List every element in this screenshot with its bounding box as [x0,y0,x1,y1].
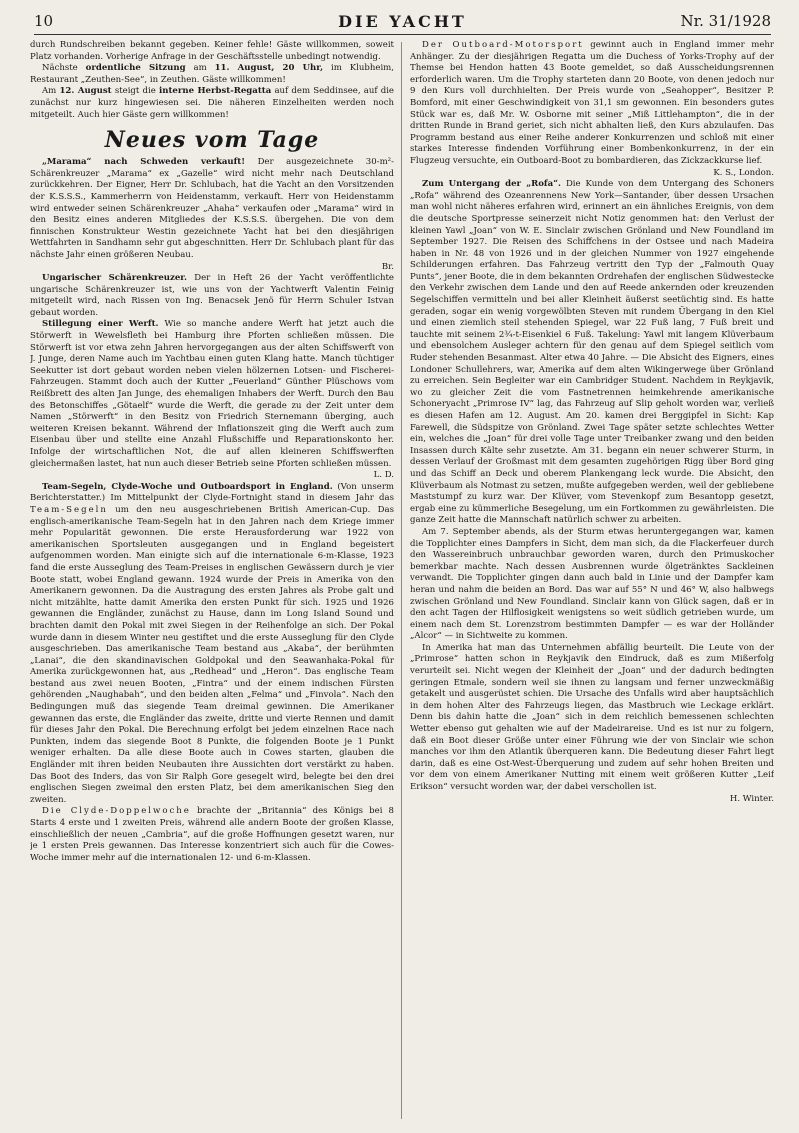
article-clyde [30,806,394,864]
club-announcement: durch Rundschreiben bekannt gegeben. Keiner fehle! Gäste willkommen, soweit Platz vorhanden. Vorherige Anfrage in der Geschäftsstelle unbedingt notwendig. [30,40,394,62]
article-heading: Team-Segeln, Clyde-Woche und Outboardsport in England. [42,481,333,492]
spaced-term: Der Outboard-Motorsport [422,40,584,50]
right-column [410,40,774,1127]
article-heading: Stillegung einer Werft. [42,319,159,330]
meeting-post: im Klubheim, Restaurant „Zeuthen-See“, in Zeuthen. Gäste willkommen! [30,63,394,85]
article-body: gewinnt auch in England immer mehr Anhänger. Zu der diesjährigen Regatta um die Duchess of Yorks-Trophy auf der Themse bei Hendon hatten 43 Boote gemeldet, so daß Ausscheidungsrennen erforderlich waren. Um die Trophy starteten dann 20 Boote, von denen jedoch nur 9 den Kurs voll durchhielten. Der Preis wurde von „Seahopper“, Besitzer P. Bomford, mit einer Geschwindigkeit von 31,1 sm gewonnen. Ein besonders gutes Stück war es, daß Mr. W. Osborne mit seiner „Miß Littlehampton“, die in der dritten Runde in Brand geriet, sich nicht abhalten ließ, den Kurs abzulaufen. Das Programm bestand aus einer Reihe anderer Konkurrenzen und schloß mit einer starkes Interesse findenden Vorführung einer Bombenkonkurrenz, in der ein Flugzeug versuchte, ein Outboard-Boot zu bombardieren, das Zickzackkurse lief. [410,40,774,166]
article-body: Die Kunde von dem Untergang des Schoners „Rofa“ während des Ozeanrennens New York—Santander, über dessen Ursachen man wohl nicht näheres erfahren wird, erinnert an ein ähnliches Ereignis, von dem die deutsche Sportpresse seinerzeit nicht Notiz genommen hat: den Verlust der kleinen Yawl „Joan“ von W. E. Sinclair zwischen Grönland und New Foundland im September 1927. Die Reisen des Schiffchens in der Ostsee und nach Madeira haben in Nr. 48 von 1926 und in der gleichen Nummer von 1927 eingehende Schilderungen erfahren. Das Fahrzeug vertritt den Typ der „Falmouth Quay Punts“, jener Boote, die in dem bekannten Ordrehafen der englischen Südwestecke den Verkehr zwischen dem Lande und den auf Reede ankernden oder kreuzenden Segelschiffen vermitteln und bei aller Kleinheit äußerst seetüchtig sind. Es hatte geraden, sogar ein wenig vorgewölbten Steven mit rundem Übergang in den Kiel und einen ziemlich steil stehenden Spiegel, war 22 Fuß lang, 7 Fuß breit und tauchte mit seinem 2¾-t-Eisenkiel 6 Fuß. Takelung: Yawl mit langem Klüverbaum und ebensolchem Ausleger achtern für den genau auf dem Spiegel seitlich vom Ruder stehenden Besanmast. Alter etwa 40 Jahre. — Die Absicht des Eigners, eines Londoner Schullehrers, war, Amerika auf dem alten Wikingerwege über Grönland zu erreichen. Sein Begleiter war ein Cambridger Student. Nachdem in Reykjavik, wo zu gleicher Zeit die vom Fastnetrennen heimkehrende amerikanische Schoneryacht „Primrose IV“ lag, das Fahrzeug auf Slip geholt worden war, verließ es diesen Hafen am 12. August. Am 20. kamen drei Berggipfel in Sicht: Kap Farewell, die Südspitze von Grönland. Zwei Tage später setzte schlechtes Wetter ein, welches die „Joan“ für drei volle Tage unter Treibanker zwang und den beiden Insassen durch Kälte sehr zusetzte. Am 31. begann ein neuer schwerer Sturm, in dessen Verlauf der Großmast mit dem gesamten zugehörigen Rigg über Bord ging und das Schiff an Deck und oberem Plankengang leck wurde. Die Absicht, den Klüverbaum als Notmast zu setzen, mußte aufgegeben werden, weil der gebliebene Maststumpf zu kurz war. Der Klüver, vom Stevenkopf zum Besantopp gesetzt, ergab eine zu kümmerliche Besegelung, um ein Fortkommen zu gewährleisten. Die ganze Zeit hatte die Mannschaft natürlich schwer zu arbeiten. [410,179,774,526]
spaced-term: Die Clyde-Doppelwoche [42,806,191,817]
article-marama [30,157,394,261]
article-rofa-part2: Am 7. September abends, als der Sturm etwas heruntergegangen war, kamen die Topplichter eines Dampfers in Sicht, dem man sich, da die Flackerfeuer durch den Wassereinbruch unbrauchbar geworden waren, durch den Primuskocher bemerkbar machte. Nach dessen Ausbrennen wurde ölgetränktes Sackleinen verwandt. Die Topplichter gingen dann auch bald in Linie und der Dampfer kam heran und nahm die beiden an Bord. Das war auf 55° N und 46° W, also halbwegs zwischen Grönland und New Foundland. Sinclair kann von Glück sagen, daß er in den acht Tagen der Hilflosigkeit wenigstens so weit südlich getrieben wurde, um einem nach dem St. Lorenzstrom bestimmten Dampfer — es war der Holländer „Alcor“ — in Sichtweite zu kommen. [410,526,774,642]
article-signature: L. D. [373,470,394,481]
issue-number: Nr. 31/1928 [680,12,771,30]
article-body: Der ausgezeichnete 30-m²-Schärenkreuzer „Marama“ ex „Gazelle“ wird nicht mehr nach Deutschland zurückkehren. Der Eigner, Herr Dr. Schlubach, hat die Yacht an den Vorsitzenden der K.S.S.S., Kammerherrn von Heidenstamm, verkauft. Herr von Heidenstamm wird entweder seinen Schärenkreuzer „Ahaha“ verkaufen oder „Marama“ wird in den Besitz eines anderen Mitgliedes der K.S.S.S. übergehen. Die von dem finnischen Konstrukteur Westin gezeichnete Yacht hat bei den diesjährigen Wettfahrten in Sandhamn sehr gut abgeschnitten. Herr Dr. Schlubach plant für das nächste Jahr einen größeren Neubau. [30,157,394,260]
article-body: um den neu ausgeschriebenen British American-Cup. Das englisch-amerikanische Team-Segeln hat in den Jahren nach dem Kriege immer mehr Popularität gewonnen. Die erste Herausforderung war 1922 von amerikanischen Sportsleuten ausgegangen und in England begeistert aufgenommen worden. Man einigte sich auf die internationale 6-m-Klasse, 1923 fand die erste Ausseglung des Team-Preises in englischen Gewässern durch je vier Boote statt, wobei England gewann. 1924 wurde der Preis in Amerika von den Amerikanern gewonnen. Da die Austragung des ersten Jahres als Probe galt und nicht mitzählte, hatte damit Amerika den ersten Punkt für sich. 1925 und 1926 gewannen die Engländer, zunächst zu Hause, dann im Long Island Sound und brachten damit den Pokal mit zwei Siegen in der Reihenfolge an sich. Der Pokal wurde dann in diesem Winter neu gestiftet und die erste Ausseglung für den Clyde ausgeschrieben. Das amerikanische Team bestand aus „Akaba“, der berühmten „Lanai“, die den skandinavischen Goldpokal und den Seawanhaka-Pokal für Amerika zurückgewonnen hat, aus „Redhead“ und „Heron“. Das englische Team bestand aus zwei neuen Booten, „Fintra“ und der einem indischen Fürsten gehörenden „Naughabah“, und den beiden alten „Felma“ und „Finvola“. Nach den Bedingungen muß das siegende Team dreimal gewinnen. Die Amerikaner gewannen das erste, die Engländer das zweite, dritte und vierte Rennen und damit für dieses Jahr den Pokal. Die Berechnung erfolgt bei jedem einzelnen Race nach Punkten, indem das siegende Boot 8 Punkte, die folgenden Boote je 1 Punkt weniger erhalten. Da alle diese Boote auch in Cowes starten, glauben die Engländer mit ihren beiden Neubauten ihre Aussichten dort verstärkt zu haben. Das Boot des Inders, das von Sir Ralph Gore gesegelt wird, belegte bei den drei englischen Siegen zweimal den ersten Platz, bei dem amerikanischen Sieg den zweiten. [30,504,394,805]
article-heading: Zum Untergang der „Rofa“. [422,179,562,190]
page-header [34,10,771,35]
article-heading: Ungarischer Schärenkreuzer. [42,273,187,284]
left-column [30,40,394,1127]
regatta-bold: interne Herbst-Regatta [159,86,272,97]
article-rofa [410,179,774,527]
article-body: Der in Heft 26 der Yacht veröffentlichte ungarische Schärenkreuzer ist, wie uns von der Yachtwerft Valentin Feinig mitgeteilt wird, nach Rissen von Ing. Benacsek Jenö für Herrn Schuler Istvan gebaut worden. [30,273,394,318]
article-ungar [30,273,394,319]
article-body: Wie so manche andere Werft hat jetzt auch die Störwerft in Wewelsfleth bei Hamburg ihre Pforten schließen müssen. Die Störwerft ist vor etwa zehn Jahren hervorgegangen aus der alten Schiffswerft von J. Junge, deren Name auch im Yachtbau einen guten Klang hatte. Manch tüchtiger Seekutter ist dort gebaut worden neben vielen hölzernen Lotsen- und Fischerei-Fahrzeugen. Stammt doch auch der Kutter „Feuerland“ Günther Plüschows vom Reißbrett des alten Jan Junge, des ehemaligen Inhabers der Werft. Durch den Bau des Betonschiffes „Götaelf“ wurde die Werft, die gerade zu der Zeit unter dem Namen „Störwerft“ in den Besitz von Friedrich Sternemann überging, auch weiteren Kreisen bekannt. Während der Inflationszeit ging die Werft auch zum Eisenbau über und stellte eine Anzahl Flußschiffe und Reparationskonto her. Infolge der wirtschaftlichen Not, die auf allen kleineren Schiffswerften gleichermaßen lastet, hat nun auch dieser Betrieb seine Pforten schließen müssen. [30,319,394,469]
article-team [30,482,394,807]
spaced-term: Team-Segeln [30,504,108,515]
regatta-announcement [30,86,394,121]
article-signature: Br. [381,261,394,272]
meeting-date: 11. August, 20 Uhr, [214,63,324,74]
meeting-bold: ordentliche Sitzung [85,63,186,74]
article-stillegung [30,319,394,470]
section-title: Neues vom Tage [104,127,320,154]
magazine-title: DIE YACHT [338,12,467,31]
article-body: brachte der „Britannia“ des Königs bei 8 Starts 4 erste und 1 zweiten Preis, während alle andern Boote der großen Klasse, einschließlich der neuen „Cambria“, auf die große Hoffnungen gesetzt waren, nur je 1 ersten Preis gewannen. Das Interesse konzentriert sich auch für die Cowes-Woche immer mehr auf die internationalen 12- und 6-m-Klassen. [30,806,394,863]
article-signature: K. S., London. [713,167,774,178]
meeting-announcement [30,63,394,86]
meeting-pre: Nächste [42,63,78,74]
regatta-pre: Am [42,86,57,97]
page-number: 10 [34,12,54,30]
meeting-mid: am [193,63,207,74]
article-body: (Von unserm Berichterstatter.) Im Mittelpunkt der Clyde-Fortnight stand in diesem Jahr das [30,481,394,504]
article-heading: „Marama“ nach Schweden verkauft! [42,157,246,168]
article-signature: H. Winter. [729,793,774,804]
article-rofa-part3: In Amerika hat man das Unternehmen abfällig beurteilt. Die Leute von der „Primrose“ hatten schon in Reykjavik den Eindruck, daß es zum Mißerfolg verurteilt sei. Nicht wegen der Kleinheit der „Joan“ und der dadurch bedingten geringen Etmale, sondern weil sie ihnen zu langsam und ferner unzweckmäßig getakelt und ausgerüstet schien. Die Ursache des Unfalls wird aber hauptsächlich in dem hohen Alter des Fahrzeugs liegen, das Mastbruch wie Leckage erklärt. Denn bis dahin hatte die „Joan“ sich in dem reichlich bemessenen schlechten Wetter ebenso gut gehalten wie auf der Madeirareise. Und es ist nur zu folgern, daß ein Boot dieser Größe unter einer Führung wie der von Sinclair wie schon manches vor ihm den Atlantik überqueren kann. Die Bedeutung dieser Fahrt liegt darin, daß es eine Ost-West-Überquerung und zudem auf sehr hohen Breiten und vor dem von einem Amerikaner Nutting mit einem weit größeren Kutter „Leif Erikson“ versucht worden war, der dabei verschollen ist. [410,642,774,792]
column-divider [401,42,402,1119]
regatta-post: auf dem Seddinsee, auf die zunächst nur kurz hingewiesen sei. Die näheren Einzelheiten werden noch mitgeteilt. Auch hier Gäste gern willkommen! [30,86,394,120]
regatta-date: 12. August [59,86,112,97]
regatta-mid: steigt die [114,86,156,97]
article-outboard [410,40,774,168]
